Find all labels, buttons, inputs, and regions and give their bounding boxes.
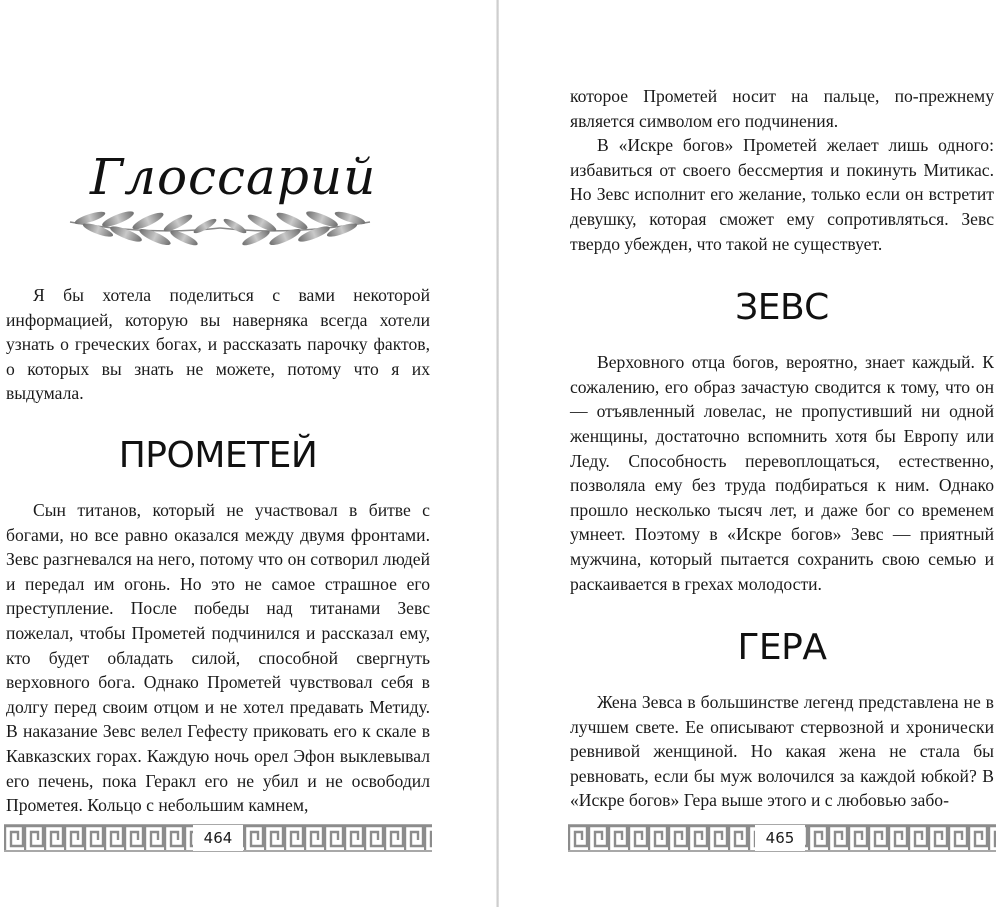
glossary-heading (60, 148, 380, 248)
intro-paragraph: Я бы хотела поделиться с вами некоторой информацией, которую вы наверняка всегда хотели узнать о греческих богах, и рассказать парочку фактов, о которых вы знать не можете, потому что я их выдумала. (6, 285, 430, 404)
section-title-zeus: ЗЕВС (735, 287, 829, 329)
section-title-hera: ГЕРА (737, 627, 827, 669)
prometheus-spark-paragraph: В «Искре богов» Прометей желает лишь одного: избавиться от своего бессмертия и покинуть Митикас. Но Зевс исполнит его желание, только если он встретит девушку, которая сможет ему сопротивляться. Зевс твердо убежден, что такой не существует. (570, 135, 994, 254)
page-number-right: 465 (755, 825, 805, 851)
hera-paragraph: Жена Зевса в большинстве легенд представлена не в лучшем свете. Ее описывают стервозной и хронически ревнивой женщиной. Но какая жена не стала бы ревновать, если бы муж волочился за каждой юбкой? В «Искре богов» Гера выше этого и с любовью забо- (570, 692, 994, 811)
zeus-paragraph: Верховного отца богов, вероятно, знает каждый. К сожалению, его образ зачастую сводится к тому, что он — отъявленный ловелас, не пропустивший ни одной женщины, достаточно вспомнить хотя бы Европу или Леду. Способность перевоплощаться, естественно, позволяла ему без труда подбираться к ним. Однако прошло несколько тысяч лет, и даже бог со временем умнеет. Поэтому в «Искре богов» Зевс — приятный мужчина, который пытается сохранить свою семью и раскаивается в грехах молодости. (570, 352, 994, 594)
right-text-column (570, 84, 994, 813)
prometheus-continuation: которое Прометей носит на пальце, по-прежнему является символом его подчинения. (570, 86, 994, 131)
glossary-title-text: Глоссарий (90, 148, 377, 206)
left-text-column (6, 283, 430, 818)
prometheus-paragraph: Сын титанов, который не участвовал в битве с богами, но все равно оказался между двумя фронтами. Зевс разгневался на него, потому что он сотворил людей и передал им огонь. Но это не самое страшное его преступление. После победы над титанами Зевс пожелал, чтобы Прометей подчинился и рассказал ему, кто будет обладать силой, способной свергнуть верховного бога. Однако Прометей чувствовал себя в долгу перед своим отцом и не хотел предавать Метиду. В наказание Зевс велел Гефесту приковать его к скале в Кавказских горах. Каждую ночь орел Эфон выклевывал его печень, пока Геракл его не убил и не освободил Прометея. Кольцо с небольшим камнем, (6, 499, 430, 816)
section-title-prometheus: ПРОМЕТЕЙ (118, 434, 318, 476)
left-page (0, 0, 497, 907)
page-number-left: 464 (193, 825, 243, 851)
